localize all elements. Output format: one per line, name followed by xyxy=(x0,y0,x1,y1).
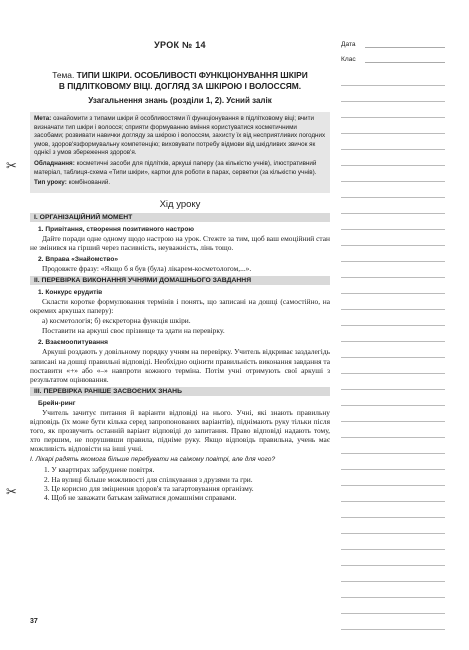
paragraph: Учитель зачитує питання й варіанти відповіді на нього. Учні, які знають правильну відповідь (їх може бути кілька серед запропонованих варіантів), піднімають руку тільки після того, як прозвучить останній варіант відповіді до запитання. Право відповіді надають тому, хто першим, не порушивши правила, підніме руку. Якщо відповідь правильна, учень має можливість відповісти на інші учні. xyxy=(30,407,330,454)
note-line[interactable] xyxy=(341,198,445,214)
paragraph: а) косметологія; б) екскреторна функція шкіри. xyxy=(42,316,191,326)
note-line[interactable] xyxy=(341,358,445,374)
subsection-heading: 1. Конкурс ерудитів xyxy=(38,289,103,297)
main-column xyxy=(30,40,330,503)
paragraph: Дайте поради одне одному щодо настрою на урок. Стежте за тим, щоб ваш емоційний стан не змінився на гірший через пасивність, неуважність, лінь тощо. xyxy=(30,233,330,252)
section-heading: І. ОРГАНІЗАЦІЙНИЙ МОМЕНТ xyxy=(30,213,330,222)
topic-prefix: Тема. xyxy=(52,70,75,80)
note-line[interactable] xyxy=(341,534,445,550)
note-line[interactable] xyxy=(341,614,445,630)
note-line[interactable] xyxy=(341,486,445,502)
note-line[interactable] xyxy=(341,182,445,198)
note-line[interactable] xyxy=(341,102,445,118)
quiz-option: 3. Це корисно для зміцнення здоров'я та загартовування організму. xyxy=(44,484,254,494)
subsection-heading: 1. Привітання, створення позитивного настрою xyxy=(38,225,194,233)
subsection-heading: Брейн-ринг xyxy=(38,399,76,407)
note-line[interactable] xyxy=(341,150,445,166)
note-line[interactable] xyxy=(341,70,445,86)
note-line[interactable] xyxy=(341,406,445,422)
note-line[interactable] xyxy=(341,118,445,134)
note-line[interactable] xyxy=(341,310,445,326)
goal-text: ознайомити з типами шкіри й особливостями її функціонування в підлітковому віці; вчити визначати тип шкіри і волосся; сприяти формуванню вміння користуватися косметичними засобами; розвивати навички догляду за шкірою і волоссям, захисту їх від несприятливих погодних умов, здоров'язформувальну компетенцію; виховувати потребу відмови від шкідливих звичок як однієї з умов збереження здоров'я. xyxy=(34,115,326,157)
note-line[interactable] xyxy=(341,470,445,486)
note-line[interactable] xyxy=(341,342,445,358)
notes-column xyxy=(341,40,445,630)
note-line[interactable] xyxy=(341,390,445,406)
note-line[interactable] xyxy=(341,374,445,390)
note-lines xyxy=(341,70,445,630)
quiz-option: 4. Щоб не заважати батькам займатися домашніми справами. xyxy=(44,493,237,503)
paragraph: Продовжте фразу: «Якщо б я був (була) лікарем-косметологом,...». xyxy=(42,263,252,273)
note-line[interactable] xyxy=(341,502,445,518)
section-heading: ІІІ. ПЕРЕВІРКА РАНІШЕ ЗАСВОЄНИХ ЗНАНЬ xyxy=(30,387,330,396)
note-line[interactable] xyxy=(341,550,445,566)
quiz-option: 2. На вулиці більше можливості для спілкування з друзями та гри. xyxy=(44,474,253,484)
page-number: 37 xyxy=(30,618,38,625)
topic-line1: ТИПИ ШКІРИ. ОСОБЛИВОСТІ ФУНКЦІОНУВАННЯ ШКІРИ xyxy=(76,70,308,80)
note-line[interactable] xyxy=(341,422,445,438)
note-line[interactable] xyxy=(341,598,445,614)
note-line[interactable] xyxy=(341,454,445,470)
subsection-heading: 2. Вправа «Знайомство» xyxy=(38,255,119,263)
note-line[interactable] xyxy=(341,262,445,278)
goal-label: Мета: xyxy=(34,115,52,122)
date-label: Дата xyxy=(341,41,356,48)
quiz-option: 1. У квартирах забруднене повітря. xyxy=(44,465,155,475)
note-line[interactable] xyxy=(341,518,445,534)
equipment-label: Обладнання: xyxy=(34,159,75,167)
note-line[interactable] xyxy=(341,566,445,582)
note-line[interactable] xyxy=(341,246,445,262)
topic-line2: В ПІДЛІТКОВОМУ ВІЦІ. ДОГЛЯД ЗА ШКІРОЮ І ВОЛОССЯМ. xyxy=(58,80,302,91)
paragraph: Скласти коротке формулювання термінів і понять, що записані на дошці (самостійно, на окремих аркушах паперу): xyxy=(30,297,330,316)
note-line[interactable] xyxy=(341,294,445,310)
lesson-meta-box xyxy=(30,112,330,193)
lesson-title: УРОК № 14 xyxy=(154,40,206,50)
lesson-type-label: Тип уроку: xyxy=(34,179,67,187)
quiz-question: І. Лікарі радять якомога більше перебувати на свіжому повітрі, але для чого? xyxy=(30,456,276,464)
note-line[interactable] xyxy=(341,438,445,454)
scissors-icon: ✂ xyxy=(6,484,17,499)
course-heading: Хід уроку xyxy=(159,198,201,210)
date-line[interactable] xyxy=(365,40,445,48)
section-heading: ІІ. ПЕРЕВІРКА ВИКОНАННЯ УЧНЯМИ ДОМАШНЬОГО ЗАВДАННЯ xyxy=(30,276,330,285)
summary-title: Узагальнення знань (розділи 1, 2). Усний залік xyxy=(88,96,272,105)
subsection-heading: 2. Взаємоопитування xyxy=(38,339,108,347)
equipment-text: косметичні засоби для підлітків, аркуші паперу (за кількістю учнів), ілюстративний матеріал, таблиця-схема «Типи шкіри», картки для роботи в парах, серветки (за кількістю учнів). xyxy=(34,159,317,176)
note-line[interactable] xyxy=(341,166,445,182)
note-line[interactable] xyxy=(341,230,445,246)
topic-title xyxy=(30,70,330,91)
note-line[interactable] xyxy=(341,278,445,294)
class-label: Клас xyxy=(341,56,356,63)
class-line[interactable] xyxy=(365,55,445,63)
note-line[interactable] xyxy=(341,214,445,230)
paragraph: Поставити на аркуші своє прізвище та здати на перевірку. xyxy=(42,326,225,336)
paragraph: Аркуші роздають у довільному порядку учням на перевірку. Учитель відкриває заздалегідь записані на дошці правильні відповіді. Необхідно оцінити правильність виконання завдання та поставити «+» або «–» навпроти кожного терміна. Потім учні отримують свої аркуші з результатом оцінювання. xyxy=(30,347,330,384)
note-line[interactable] xyxy=(341,326,445,342)
note-line[interactable] xyxy=(341,582,445,598)
date-field[interactable] xyxy=(341,40,445,48)
lesson-type-text: комбінований. xyxy=(68,179,111,187)
note-line[interactable] xyxy=(341,86,445,102)
scissors-icon: ✂ xyxy=(6,158,17,173)
note-line[interactable] xyxy=(341,134,445,150)
class-field[interactable] xyxy=(341,55,445,63)
